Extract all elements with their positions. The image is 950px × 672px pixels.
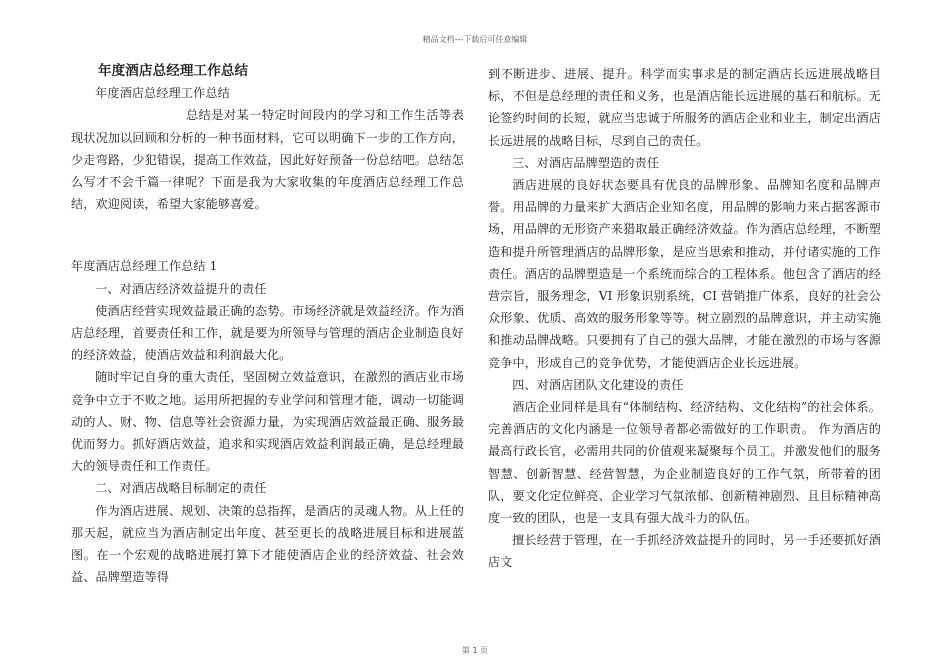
heading-4: 四、对酒店团队文化建设的责任 (512, 377, 684, 392)
left-column (71, 60, 464, 588)
heading-2: 二、对酒店战略目标制定的责任 (95, 481, 267, 496)
intro-paragraph: 总结是对某一特定时间段内的学习和工作生活等表现状况加以回顾和分析的一种书面材料，它可以明确下一步的工作方向，少走弯路，少犯错误，提高工作效益，因此好好预备一份总结吧。总结怎么写才不会千篇一律呢？下面是我为大家收集的年度酒店总经理工作总结，欢迎阅读，希望大家能够喜爱。 (71, 108, 464, 212)
heading-1: 一、对酒店经济效益提升的责任 (95, 281, 267, 296)
paragraph-2: 随时牢记自身的重大责任，坚固树立效益意识，在激烈的酒店业市场竞争中立于不败之地。运用所把握的专业学问和管理才能，调动一切能调动的人、财、物、信息等社会资源力量，为实现酒店效益最正确、服务最优而努力。抓好酒店效益，追求和实现酒店效益利润最正确，是总经理最大的领导责任和工作责任。 (71, 370, 464, 474)
document-subtitle: 年度酒店总经理工作总结 (95, 86, 230, 101)
right-column (488, 63, 881, 574)
page-footer: 第 1 页 (461, 646, 489, 655)
paragraph-1: 使酒店经营实现效益最正确的态势。市场经济就是效益经济。作为酒店总经理，首要责任和工作，就是要为所领导与管理的酒店企业制造良好的经济效益，使酒店效益和利润最大化。 (71, 303, 464, 363)
paragraph-5: 酒店企业同样是具有“体制结构、经济结构、文化结构”的社会体系。完善酒店的文化内涵是一位领导者都必需做好的工作职责。 作为酒店的最高行政长官，必需用共同的价值观来凝聚每个员工。并激发他们的服务智慧、创新智慧、经营智慧，为企业制造良好的工作气氛，所带着的团队，要文化定位鲜亮、企业学习气氛浓郁、创新精神剧烈、且目标精神高度一致的团队，也是一支具有强大战斗力的队伍。 (488, 400, 881, 526)
heading-3: 三、对酒店品牌塑造的责任 (512, 155, 660, 170)
section-title: 年度酒店总经理工作总结 1 (71, 259, 218, 274)
paragraph-3: 作为酒店进展、规划、决策的总指挥，是酒店的灵魂人物。从上任的那天起，就应当为酒店制定出年度、甚至更长的战略进展目标和进展蓝图。在一个宏观的战略进展打算下才能使酒店企业的经济效益、社会效益、品牌塑造等得 (71, 503, 464, 585)
paragraph-6: 擅长经营于管理，在一手抓经济效益提升的同时，另一手还要抓好酒店文 (488, 533, 881, 570)
paragraph-continued: 到不断进步、进展、提升。科学而实事求是的制定酒店长远进展战略目标，不但是总经理的责任和义务，也是酒店能长远进展的基石和航标。无论签约时间的长短，就应当忠诚于所服务的酒店企业和业主，制定出酒店长远进展的战略目标，尽到自己的责任。 (488, 67, 881, 148)
page-header: 精品文档---下载后可任意编辑 (422, 35, 528, 44)
document-title: 年度酒店总经理工作总结 (98, 63, 249, 79)
paragraph-4: 酒店进展的良好状态要具有优良的品牌形象、品牌知名度和品牌声誉。用品牌的力量来扩大酒店企业知名度，用品牌的影响力来占据客源市场，用品牌的无形资产来猎取最正确经济效益。作为酒店总经理，不断塑造和提升所管理酒店的品牌形象，是应当思索和推动，并付诸实施的工作责任。酒店的品牌塑造是一个系统而综合的工程体系。他包含了酒店的经营宗旨，服务理念，VI 形象识别系统，CI 营销推广体系，良好的社会公众形象、优质、高效的服务形象等等。树立剧烈的品牌意识，并主动实施和推动品牌战略。只要拥有了自己的强大品牌，才能在激烈的市场与客源竞争中，形成自己的竞争优势，才能使酒店企业长远进展。 (488, 178, 881, 370)
spacer (71, 215, 464, 255)
